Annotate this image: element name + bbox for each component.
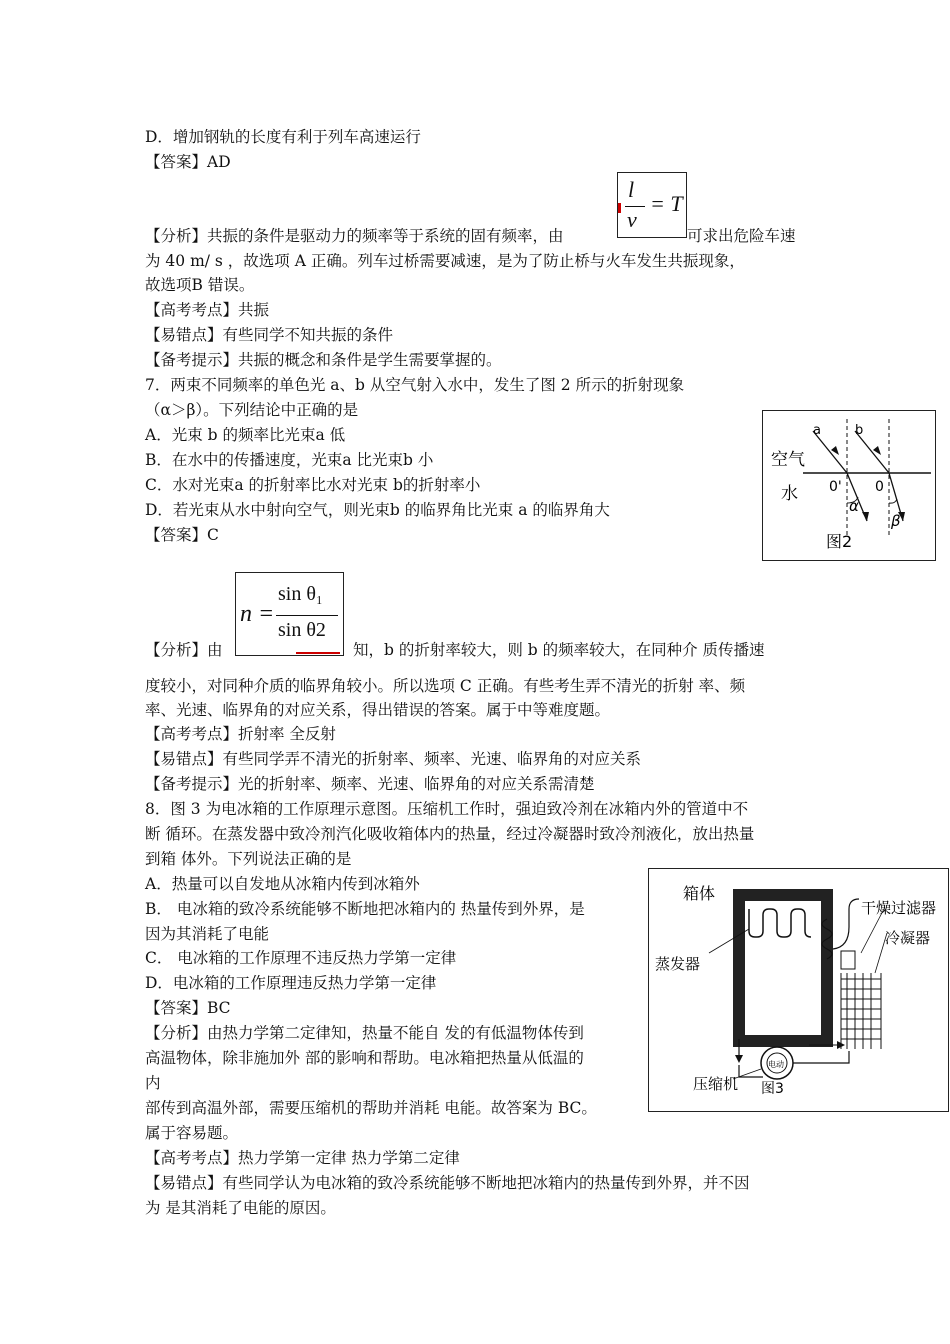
analysis-q6-start: 【分析】共振的条件是驱动力的频率等于系统的固有频率，由 <box>145 227 564 245</box>
analysis-q7-line3: 率、光速、临界角的对应关系，得出错误的答案。属于中等难度题。 <box>145 701 611 719</box>
label-condenser: 冷凝器 <box>885 929 931 947</box>
error-point-q8-cont: 为 是其消耗了电能的原因。 <box>145 1199 336 1217</box>
label-o1: 0' <box>829 479 842 495</box>
figure-2-caption: 图2 <box>826 532 853 551</box>
label-water: 水 <box>781 484 798 504</box>
motor-label: 电动 <box>768 1060 784 1069</box>
formula2-lhs: n = <box>240 601 275 627</box>
exam-point-q6: 【高考考点】共振 <box>145 301 270 319</box>
option-b-q8-cont: 因为其消耗了电能 <box>145 925 270 943</box>
answer-q7: 【答案】C <box>145 526 219 544</box>
option-c-q7: C．水对光束a 的折射率比水对光束 b的折射率小 <box>145 476 481 494</box>
analysis-q8-line2: 高温物体，除非施加外 部的影响和帮助。电冰箱把热量从低温的 <box>145 1049 584 1067</box>
label-alpha: α <box>849 497 859 515</box>
question-8-cont2: 到箱 体外。下列说法正确的是 <box>145 850 352 868</box>
error-point-q7: 【易错点】有些同学弄不清光的折射率、频率、光速、临界角的对应关系 <box>145 750 642 768</box>
tip-q6: 【备考提示】共振的概念和条件是学生需要掌握的。 <box>145 351 502 369</box>
option-d-q7: D．若光束从水中射向空气，则光束b 的临界角比光束 a 的临界角大 <box>145 501 610 519</box>
option-b-q8: B． 电冰箱的致冷系统能够不断地把冰箱内的 热量传到外界，是 <box>145 900 585 918</box>
error-point-q8: 【易错点】有些同学认为电冰箱的致冷系统能够不断地把冰箱内的热量传到外界，并不因 <box>145 1174 750 1192</box>
question-7: 7．两束不同频率的单色光 a、b 从空气射入水中，发生了图 2 所示的折射现象 <box>145 376 685 394</box>
label-evaporator: 蒸发器 <box>655 955 701 973</box>
question-7-cont: （α＞β）。下列结论中正确的是 <box>145 401 359 419</box>
figure-2-refraction <box>762 410 936 561</box>
analysis-q6-end: 可求出危险车速 <box>687 227 796 245</box>
label-a: a <box>813 423 821 438</box>
analysis-q8-line5: 属于容易题。 <box>145 1124 239 1142</box>
analysis-q7-end: 知，b 的折射率较大，则 b 的频率较大，在同种介 质传播速 <box>353 641 765 659</box>
answer-q8: 【答案】BC <box>145 999 231 1017</box>
analysis-q6-line2: 为 40 m/ s ，故选项 A 正确。列车过桥需要减速，是为了防止桥与火车发生共振现象， <box>145 252 745 270</box>
exam-point-q7: 【高考考点】折射率 全反射 <box>145 725 336 743</box>
option-b-q7: B．在水中的传播速度，光束a 比光束b 小 <box>145 451 434 469</box>
label-box: 箱体 <box>683 884 716 903</box>
figure-3-caption: 图3 <box>761 1081 784 1097</box>
option-d-q8: D．电冰箱的工作原理违反热力学第一定律 <box>145 974 437 992</box>
option-a-q7: A．光束 b 的频率比光束a 低 <box>145 426 346 444</box>
label-filter: 干燥过滤器 <box>861 899 937 917</box>
formula-denominator: v <box>627 207 637 232</box>
option-d-q6: D．增加钢轨的长度有利于列车高速运行 <box>145 128 421 146</box>
formula2-numerator: sin θ₁ <box>278 583 323 605</box>
exam-point-q8: 【高考考点】热力学第一定律 热力学第二定律 <box>145 1149 460 1167</box>
label-b: b <box>855 423 864 438</box>
analysis-q8-line3: 内 <box>145 1074 161 1092</box>
formula2-denominator: sin θ2 <box>278 619 326 641</box>
formula-refraction <box>235 572 344 656</box>
error-point-q6: 【易错点】有些同学不知共振的条件 <box>145 326 394 344</box>
tip-q7: 【备考提示】光的折射率、频率、光速、临界角的对应关系需清楚 <box>145 775 595 793</box>
analysis-q8-line4: 部传到高温外部，需要压缩机的帮助并消耗 电能。故答案为 BC。 <box>145 1099 597 1117</box>
analysis-q8: 【分析】由热力学第二定律知，热量不能自 发的有低温物体传到 <box>145 1024 584 1042</box>
answer-q6: 【答案】AD <box>145 153 231 171</box>
formula-rhs: = T <box>650 191 683 216</box>
label-beta: β <box>891 512 901 530</box>
question-8-cont1: 断 循环。在蒸发器中致冷剂汽化吸收箱体内的热量，经过冷凝器时致冷剂液化，放出热量 <box>145 825 755 843</box>
label-compressor: 压缩机 <box>693 1075 739 1093</box>
analysis-q6-line3: 故选项B 错误。 <box>145 276 255 294</box>
analysis-q7-start: 【分析】由 <box>145 641 223 659</box>
analysis-q7-line2: 度较小，对同种介质的临界角较小。所以选项 C 正确。有些考生弄不清光的折射 率、频 <box>145 677 746 695</box>
formula-resonance <box>617 172 687 238</box>
label-air: 空气 <box>771 450 805 470</box>
option-a-q8: A．热量可以自发地从冰箱内传到冰箱外 <box>145 875 420 893</box>
figure-3-refrigerator <box>648 868 949 1112</box>
option-c-q8: C． 电冰箱的工作原理不违反热力学第一定律 <box>145 949 457 967</box>
label-o2: 0 <box>875 479 884 495</box>
question-8: 8．图 3 为电冰箱的工作原理示意图。压缩机工作时，强迫致冷剂在冰箱内外的管道中不 <box>145 800 749 818</box>
formula-numerator: l <box>628 177 635 202</box>
